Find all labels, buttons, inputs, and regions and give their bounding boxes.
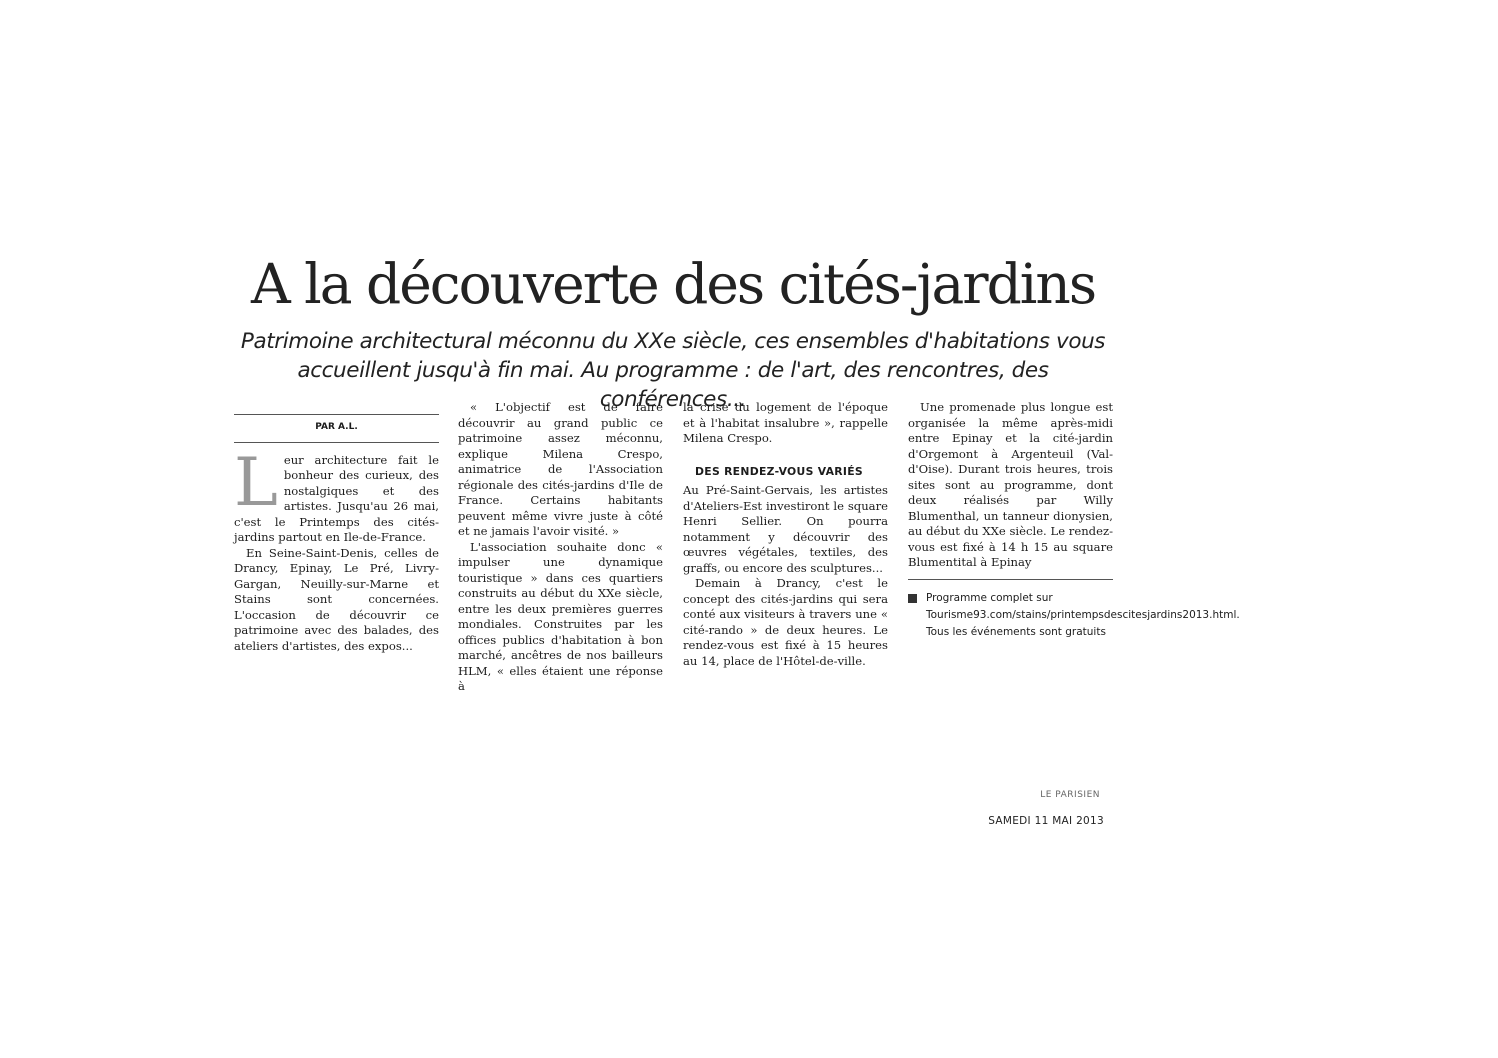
paragraph: L'association souhaite donc « impulser une dynamique touristique » dans ces quartiers construits au début du XXe siècle, entre les deux premières guerres mondiales. Construites par les offices publics d'habitation à bon marché, ancêtres de nos bailleurs HLM, « elles étaient une réponse à bbox=[458, 539, 663, 693]
lead-paragraph-text: eur architecture fait le bonheur des curieux, des nostalgiques et des artistes. Jusqu'au 26 mai, c'est le Printemps des cités-jardins partout en Ile-de-France. bbox=[234, 452, 439, 544]
paragraph: Au Pré-Saint-Gervais, les artistes d'Ateliers-Est investiront le square Henri Sellier. On pourra notamment y découvrir des œuvres végétales, textiles, des graffs, ou encore des sculptures... bbox=[683, 483, 888, 575]
info-text: Programme complet sur Tourisme93.com/stains/printempsdescitesjardins2013.html. Tous les événements sont gratuits bbox=[926, 591, 1240, 638]
info-square-icon bbox=[908, 594, 917, 603]
paragraph: Une promenade plus longue est organisée la même après-midi entre Epinay et la cité-jardin d'Orgemont à Argenteuil (Val-d'Oise). Durant trois heures, trois sites sont au programme, dont deux réalisés par Willy Blumenthal, un tanneur dionysien, au début du XXe siècle. Le rendez-vous est fixé à 14 h 15 au square Blumentital à Epinay bbox=[908, 400, 1113, 569]
byline: PAR A.L. bbox=[234, 414, 439, 443]
article-headline: A la découverte des cités-jardins bbox=[250, 252, 1096, 316]
publication-date: SAMEDI 11 MAI 2013 bbox=[988, 815, 1104, 827]
article-column-1 bbox=[234, 400, 439, 654]
source-logo: LE PARISIEN bbox=[1040, 790, 1100, 800]
paragraph: En Seine-Saint-Denis, celles de Drancy, Epinay, Le Pré, Livry-Gargan, Neuilly-sur-Marne et Stains sont concernées. L'occasion de découvrir ce patrimoine avec des balades, des ateliers d'artistes, des expos... bbox=[234, 545, 439, 653]
article-column-4 bbox=[908, 400, 1240, 641]
article-column-3 bbox=[683, 400, 888, 669]
article-column-2 bbox=[458, 400, 663, 695]
info-box bbox=[908, 590, 1240, 641]
section-heading: DES RENDEZ-VOUS VARIÉS bbox=[695, 464, 863, 478]
drop-cap: L bbox=[234, 443, 278, 521]
paragraph: la crise du logement de l'époque et à l'habitat insalubre », rappelle Milena Crespo. bbox=[683, 400, 888, 445]
divider bbox=[908, 579, 1113, 580]
lead-paragraph bbox=[234, 443, 439, 546]
paragraph: « L'objectif est de faire découvrir au grand public ce patrimoine assez méconnu, explique Milena Crespo, animatrice de l'Association régionale des cités-jardins d'Ile de France. Certains habitants peuvent même vivre juste à côté et ne jamais l'avoir visité. » bbox=[458, 400, 663, 538]
article-subtitle: Patrimoine architectural méconnu du XXe siècle, ces ensembles d'habitations vous accueillent jusqu'à fin mai. Au programme : de l'art, des rencontres, des conférences... bbox=[240, 329, 1106, 412]
paragraph: Demain à Drancy, c'est le concept des cités-jardins qui sera conté aux visiteurs à travers une « cité-rando » de deux heures. Le rendez-vous est fixé à 15 heures au 14, place de l'Hôtel-de-ville. bbox=[683, 576, 888, 668]
